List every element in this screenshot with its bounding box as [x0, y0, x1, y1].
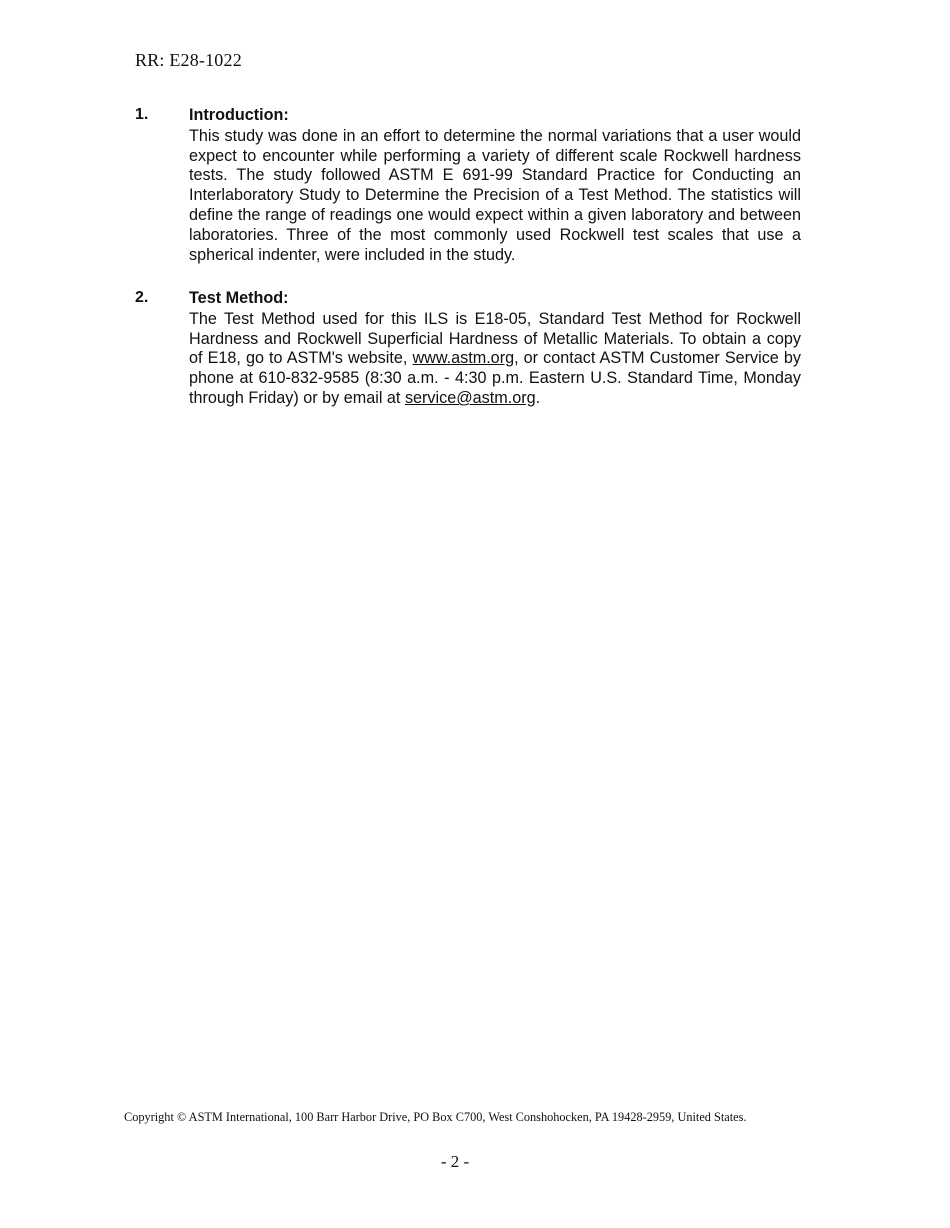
section-number: 2. — [135, 289, 149, 306]
website-link[interactable]: www.astm.org — [412, 349, 515, 368]
email-link[interactable]: service@astm.org — [404, 388, 536, 407]
section-title: Introduction: — [189, 106, 289, 124]
copyright-notice: Copyright © ASTM International, 100 Barr Harbor Drive, PO Box C700, West Conshohocken, PA 19428-2959, United States. — [124, 1110, 747, 1124]
paragraph-text: . — [535, 388, 541, 407]
document-id: RR: E28-1022 — [135, 50, 242, 70]
section-paragraph: This study was done in an effort to determine the normal variations that a user would expect to encounter while performing a variety of different scale Rockwell hardness tests. The study followed ASTM E 691-99 Standard Practice for Conducting an Interlaboratory Study to Determine the Precision of a Test Method. The statistics will define the range of readings one would expect within a given laboratory and between laboratories. Three of the most commonly used Rockwell test scales that use a spherical indenter, were included in the study. — [189, 126, 801, 264]
section-body — [189, 289, 801, 409]
paragraph-text: , or contact ASTM Customer Service by phone at 610-832-9585 (8:30 a.m. - 4:30 p.m. Eastern U.S. Standard Time, Monday through Friday) or by email at — [189, 349, 801, 407]
section-paragraph — [189, 310, 801, 409]
page-number: - 2 - — [440, 1152, 470, 1171]
section-title: Test Method: — [189, 289, 289, 307]
paragraph-text: The Test Method used for this ILS is E18-05, Standard Test Method for Rockwell Hardness and Rockwell Superficial Hardness of Metallic Materials. To obtain a copy of E18, go to ASTM's website, — [189, 309, 801, 368]
section-body — [189, 106, 801, 265]
section-number: 1. — [135, 106, 149, 123]
